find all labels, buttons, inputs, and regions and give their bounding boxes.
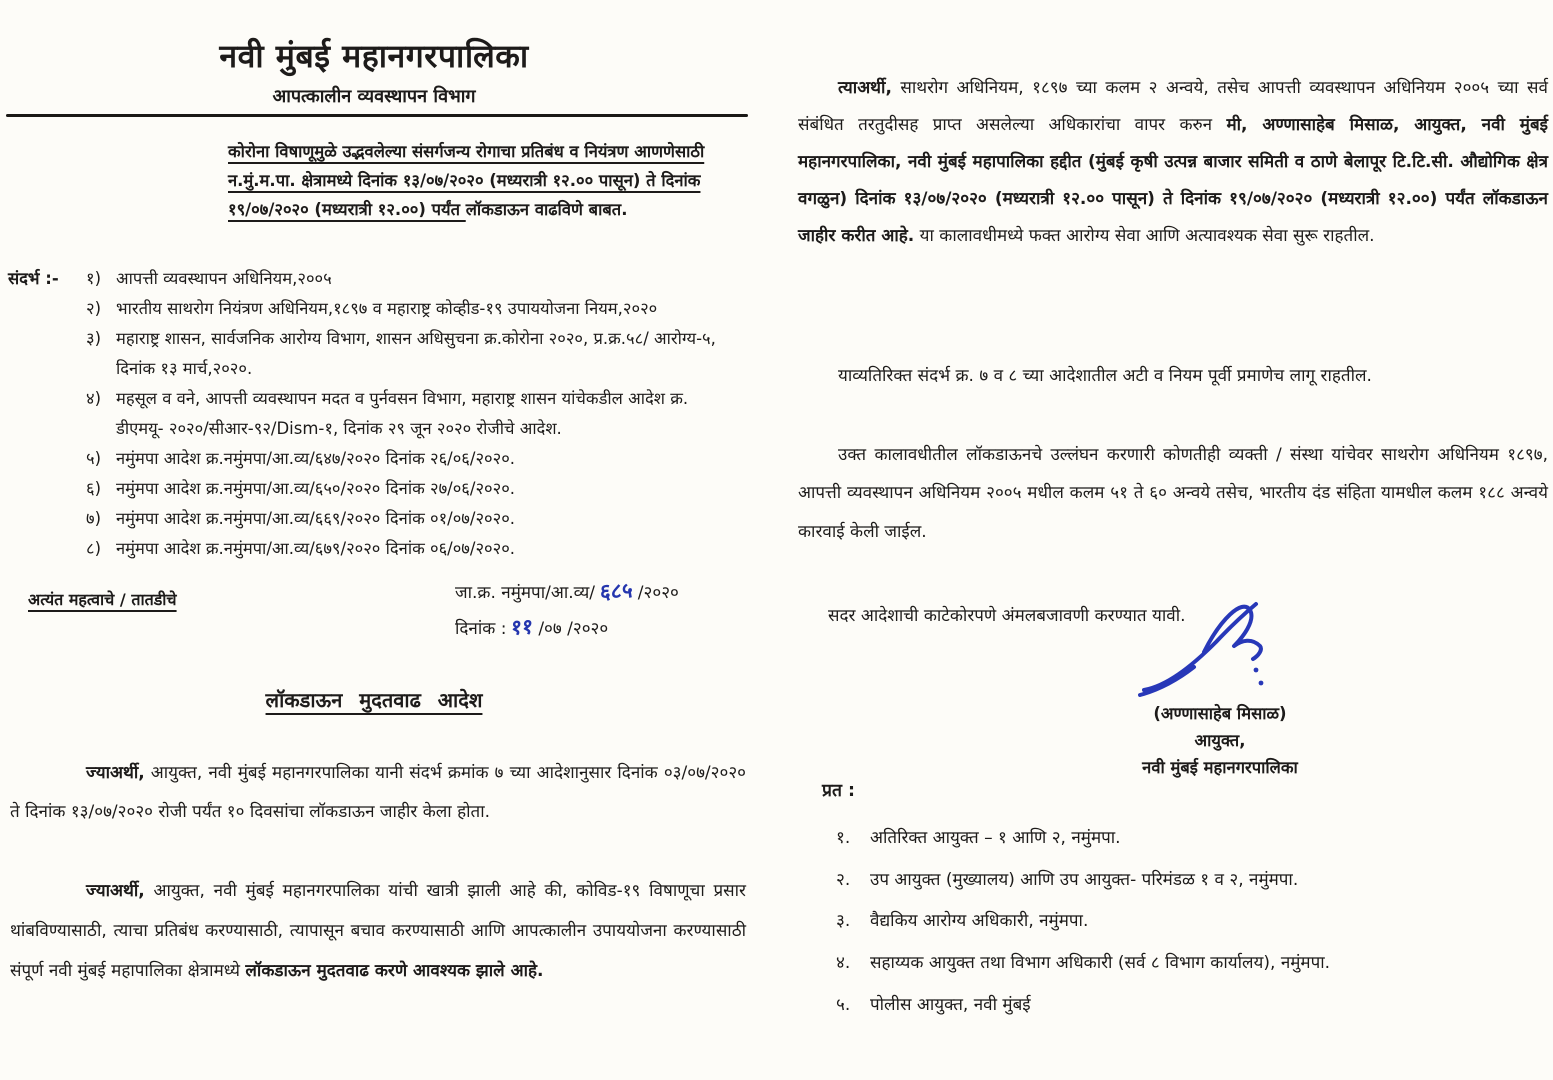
copy-text: अतिरिक्त आयुक्त – १ आणि २, नमुंमपा. — [870, 828, 1121, 848]
copies-label: प्रत : — [822, 781, 856, 801]
header-rule — [6, 114, 748, 117]
right-paragraph-2: याव्यतिरिक्त संदर्भ क्र. ७ व ८ च्या आदेशातील अटी व नियम पूर्वी प्रमाणेच लागू राहतील. — [838, 366, 1372, 386]
copy-text: उप आयुक्त (मुख्यालय) आणि उप आयुक्त- परिमंडळ १ व २, नमुंमपा. — [870, 869, 1299, 890]
signatory-organization: नवी मुंबई महानगरपालिका — [1142, 758, 1298, 778]
subject-underlined-text: कोरोना विषाणूमुळे उद्भवलेल्या संसर्गजन्य रोगाचा प्रतिबंध व नियंत्रण आणणेसाठी न.मुं.म.पा. क्षेत्रामध्ये दिनांक १३/०७/२०२० (मध्यरात्री १२.०० पासून) ते दिनांक १९/०७/२०२० (मध्यरात्री १२.००) पर्यंत — [228, 142, 705, 219]
reference-number: २) — [86, 299, 102, 319]
copy-number: २. — [836, 869, 851, 890]
reference-item — [86, 474, 746, 504]
left-para2-lead: ज्याअर्थी, — [86, 881, 145, 901]
handwritten-outward-number: ६८५ — [599, 578, 634, 604]
reference-item — [86, 294, 746, 324]
copy-text: वैद्यकिय आरोग्य अधिकारी, नमुंमपा. — [870, 911, 1089, 932]
copy-number: ४. — [836, 952, 851, 973]
right-para1-tail: या कालावधीमध्ये फक्त आरोग्य सेवा आणि अत्यावश्यक सेवा सुरू राहतील. — [914, 226, 1375, 247]
reference-text: नमुंमपा आदेश क्र.नमुंमपा/आ.व्य/६४७/२०२० दिनांक २६/०६/२०२०. — [116, 449, 516, 469]
reference-number: ३) — [86, 329, 102, 349]
copy-item — [836, 909, 1536, 934]
signature-icon — [1138, 590, 1288, 702]
references-label: संदर्भ :- — [8, 269, 59, 288]
subject-tail-text: लॉकडाऊन वाढविणे बाबत. — [465, 199, 628, 219]
left-paragraph-1 — [10, 754, 746, 832]
copy-item — [836, 826, 1536, 851]
right-para1-mid: साथरोग अधिनियम, १८९७ च्या कलम २ अन्वये, तसेच आपत्ती व्यवस्थापन अधिनियम २००५ च्या सर्व संबंधित तरतुदीसह प्राप्त असलेल्या अधिकारांचा वापर करुन — [798, 78, 1548, 136]
copy-number: १. — [836, 828, 851, 848]
left-para2-mid: आयुक्त, नवी मुंबई महानगरपालिका यांची खात्री झाली आहे की, कोविड-१९ विषाणूचा प्रसार थांबविण्यासाठी, त्याचा प्रतिबंध करण्यासाठी, त्यापासून बचाव करण्यासाठी आणि आपत्कालीन उपाययोजना करण्यासाठी संपूर्ण नवी मुंबई महापालिका क्षेत्रामध्ये — [10, 881, 746, 981]
copy-text: सहाय्यक आयुक्त तथा विभाग अधिकारी (सर्व ८ विभाग कार्यालय), नमुंमपा. — [870, 952, 1331, 973]
signatory-block — [1075, 700, 1365, 782]
reference-number: ७) — [86, 509, 102, 529]
signatory-name: (अण्णासाहेब मिसाळ) — [1153, 704, 1287, 723]
document-subtitle: आपत्कालीन व्यवस्थापन विभाग — [272, 86, 476, 107]
left-para1-rest: आयुक्त, नवी मुंबई महानगरपालिका यानी संदर्भ क्रमांक ७ च्या आदेशानुसार दिनांक ०३/०७/२०२० ते दिनांक १३/०७/२०२० रोजी पर्यंत १० दिवसांचा लॉकडाऊन जाहीर केला होता. — [10, 763, 746, 823]
reference-text: आपत्ती व्यवस्थापन अधिनियम,२००५ — [116, 269, 332, 288]
copy-item — [836, 951, 1536, 976]
outward-date-line — [455, 612, 679, 648]
reference-item — [86, 444, 746, 474]
reference-text: भारतीय साथरोग नियंत्रण अधिनियम,१८९७ व महाराष्ट्र कोव्हीड-१९ उपाययोजना नियम,२०२० — [116, 299, 658, 319]
right-paragraph-1 — [798, 70, 1548, 255]
reference-text: महसूल व वने, आपत्ती व्यवस्थापन मदत व पुर्नवसन विभाग, महाराष्ट्र शासन यांचेकडील आदेश क्र. डीएमयू- २०२०/सीआर-९२/Dism-१, दिनांक २९ जून २०२० रोजीचे आदेश. — [116, 389, 689, 439]
reference-text: महाराष्ट्र शासन, सार्वजनिक आरोग्य विभाग, शासन अधिसुचना क्र.कोरोना २०२०, प्र.क्र.५८/ आरोग्य-५, दिनांक १३ मार्च,२०२०. — [116, 329, 716, 379]
reference-number: १) — [86, 269, 102, 288]
document-title: नवी मुंबई महानगरपालिका — [219, 37, 529, 75]
reference-item — [86, 504, 746, 534]
order-heading: लॉकडाऊन मुदतवाढ आदेश — [265, 688, 483, 712]
references-list — [86, 264, 746, 564]
left-paragraph-2 — [10, 872, 746, 992]
copies-list — [836, 826, 1536, 1034]
right-para1-bold: मी, अण्णासाहेब मिसाळ, आयुक्त, नवी मुंबई महानगरपालिका, नवी मुंबई महापालिका हद्दीत (मुंबई कृषी उत्पन्न बाजार समिती व ठाणे बेलापूर टि.टि.सी. औद्योगिक क्षेत्र वगळुन) दिनांक १३/०७/२०२० (मध्यरात्री १२.०० पासून) ते दिनांक १९/०७/२०२० (मध्यरात्री १२.००) पर्यंत लॉकडाऊन जाहीर करीत आहे. — [798, 115, 1548, 247]
right-para1-lead: त्याअर्थी, — [838, 78, 892, 98]
copy-number: ५. — [836, 994, 851, 1015]
outward-number-line — [455, 576, 679, 612]
reference-item — [86, 264, 746, 294]
copy-number: ३. — [836, 911, 851, 932]
reference-item — [86, 384, 746, 444]
copy-item — [836, 868, 1536, 893]
handwritten-outward-date: ११ — [510, 614, 534, 640]
enforcement-line: सदर आदेशाची काटेकोरपणे अंमलबजावणी करण्यात यावी. — [828, 606, 1186, 626]
outward-number-block — [455, 576, 679, 647]
reference-text: नमुंमपा आदेश क्र.नमुंमपा/आ.व्य/६५०/२०२० दिनांक २७/०६/२०२०. — [116, 479, 516, 499]
reference-text: नमुंमपा आदेश क्र.नमुंमपा/आ.व्य/६६९/२०२० दिनांक ०१/०७/२०२०. — [116, 509, 516, 529]
reference-number: ५) — [86, 449, 102, 469]
outward-number-prefix: जा.क्र. नमुंमपा/आ.व्य/ — [455, 583, 596, 603]
copy-item — [836, 993, 1536, 1018]
reference-number: ८) — [86, 539, 102, 559]
reference-number: ४) — [86, 389, 102, 409]
reference-item — [86, 534, 746, 564]
outward-number-suffix: /२०२० — [637, 583, 679, 603]
reference-text: नमुंमपा आदेश क्र.नमुंमपा/आ.व्य/६७९/२०२० दिनांक ०६/०७/२०२०. — [116, 539, 516, 559]
copy-text: पोलीस आयुक्त, नवी मुंबई — [870, 994, 1031, 1015]
right-paragraph-3: उक्त कालावधीतील लॉकडाऊनचे उल्लंघन करणारी कोणतीही व्यक्ती / संस्था यांचेवर साथरोग अधिनियम १८९७, आपत्ती व्यवस्थापन अधिनियम २००५ मधील कलम ५१ ते ६० अन्वये तसेच, भारतीय दंड संहिता यामधील कलम १८८ अन्वये कारवाई केली जाईल. — [798, 445, 1548, 542]
outward-date-rest: /०७ /२०२० — [538, 618, 609, 639]
urgency-label: अत्यंत महत्वाचे / तातडीचे — [28, 590, 177, 609]
outward-date-label: दिनांक : — [455, 618, 507, 639]
left-para1-lead: ज्याअर्थी, — [86, 763, 145, 783]
references-section — [8, 264, 746, 564]
reference-item — [86, 324, 746, 384]
subject-block — [228, 138, 718, 225]
signatory-designation: आयुक्त, — [1194, 731, 1246, 751]
left-para2-bold: लॉकडाऊन मुदतवाढ करणे आवश्यक झाले आहे. — [245, 960, 544, 981]
reference-number: ६) — [86, 479, 102, 499]
